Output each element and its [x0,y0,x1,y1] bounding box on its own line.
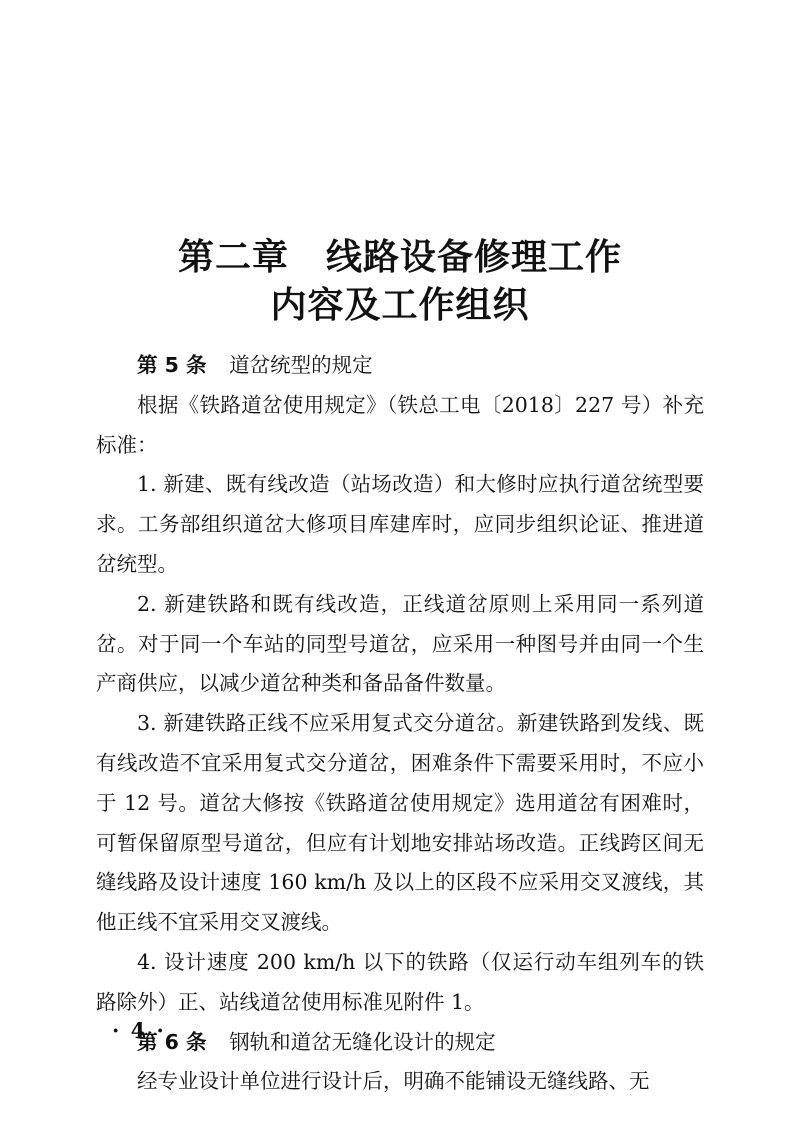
page-number: · 4 · [112,1018,166,1043]
article-5-item-4: 4. 设计速度 200 km/h 以下的铁路（仅运行动车组列车的铁路除外）正、站线道岔使用标准见附件 1。 [96,949,704,1014]
article-6-heading [96,1023,704,1063]
article-5-item-3: 3. 新建铁路正线不应采用复式交分道岔。新建铁路到发线、既有线改造不宜采用复式交分道岔，困难条件下需要采用时，不应小于 12 号。道岔大修按《铁路道岔使用规定》选用道岔有困难时，可暂保留原型号道岔，但应有计划地安排站场改造。正线跨区间无缝线路及设计速度 160 km/h 及以上的区段不应采用交叉渡线，其他正线不宜采用交叉渡线。 [96,711,704,935]
document-body [96,346,704,1102]
article-5-item-2: 2. 新建铁路和既有线改造，正线道岔原则上采用同一系列道岔。对于同一个车站的同型号道岔，应采用一种图号并由同一个生产商供应，以减少道岔种类和备品备件数量。 [96,591,704,696]
article-6-text: 经专业设计单位进行设计后，明确不能铺设无缝线路、无 [137,1069,650,1094]
article-6-title: 钢轨和道岔无缝化设计的规定 [229,1029,496,1054]
chapter-title-line2: 内容及工作组织 [270,285,530,326]
chapter-title-line1: 第二章 线路设备修理工作 [177,237,622,278]
article-5-title: 道岔统型的规定 [229,353,373,377]
article-5-label: 第 5 条 [137,353,207,377]
article-5-item-1: 1. 新建、既有线改造（站场改造）和大修时应执行道岔统型要求。工务部组织道岔大修项目库建库时，应同步组织论证、推进道岔统型。 [96,472,704,576]
article-5-heading [96,346,704,386]
article-5-intro: 根据《铁路道岔使用规定》（铁总工电〔2018〕227 号）补充标准： [96,392,704,457]
article-6-label: 第 6 条 [137,1029,207,1054]
